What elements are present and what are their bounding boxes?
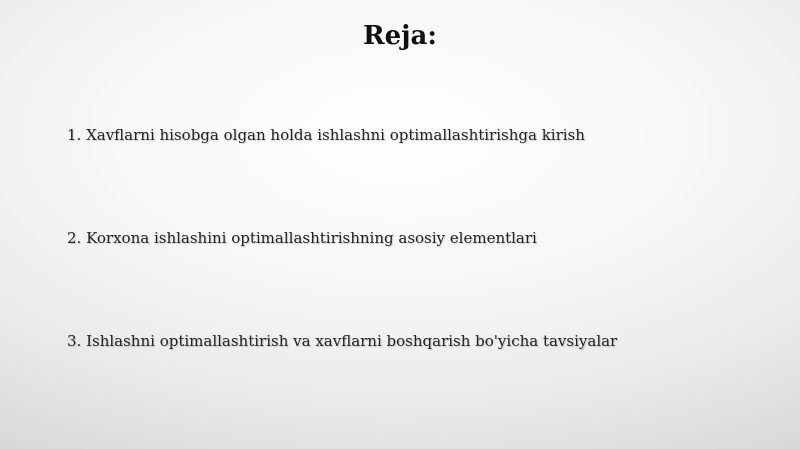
plan-item-3: 3. Ishlashni optimallashtirish va xavflarni boshqarish bo'yicha tavsiyalar [67, 332, 618, 350]
plan-item-2: 2. Korxona ishlashini optimallashtirishning asosiy elementlari [67, 229, 537, 247]
slide-title: Reja: [362, 21, 437, 51]
plan-list [67, 0, 787, 449]
plan-item-1: 1. Xavflarni hisobga olgan holda ishlashni optimallashtirishga kirish [67, 126, 585, 144]
